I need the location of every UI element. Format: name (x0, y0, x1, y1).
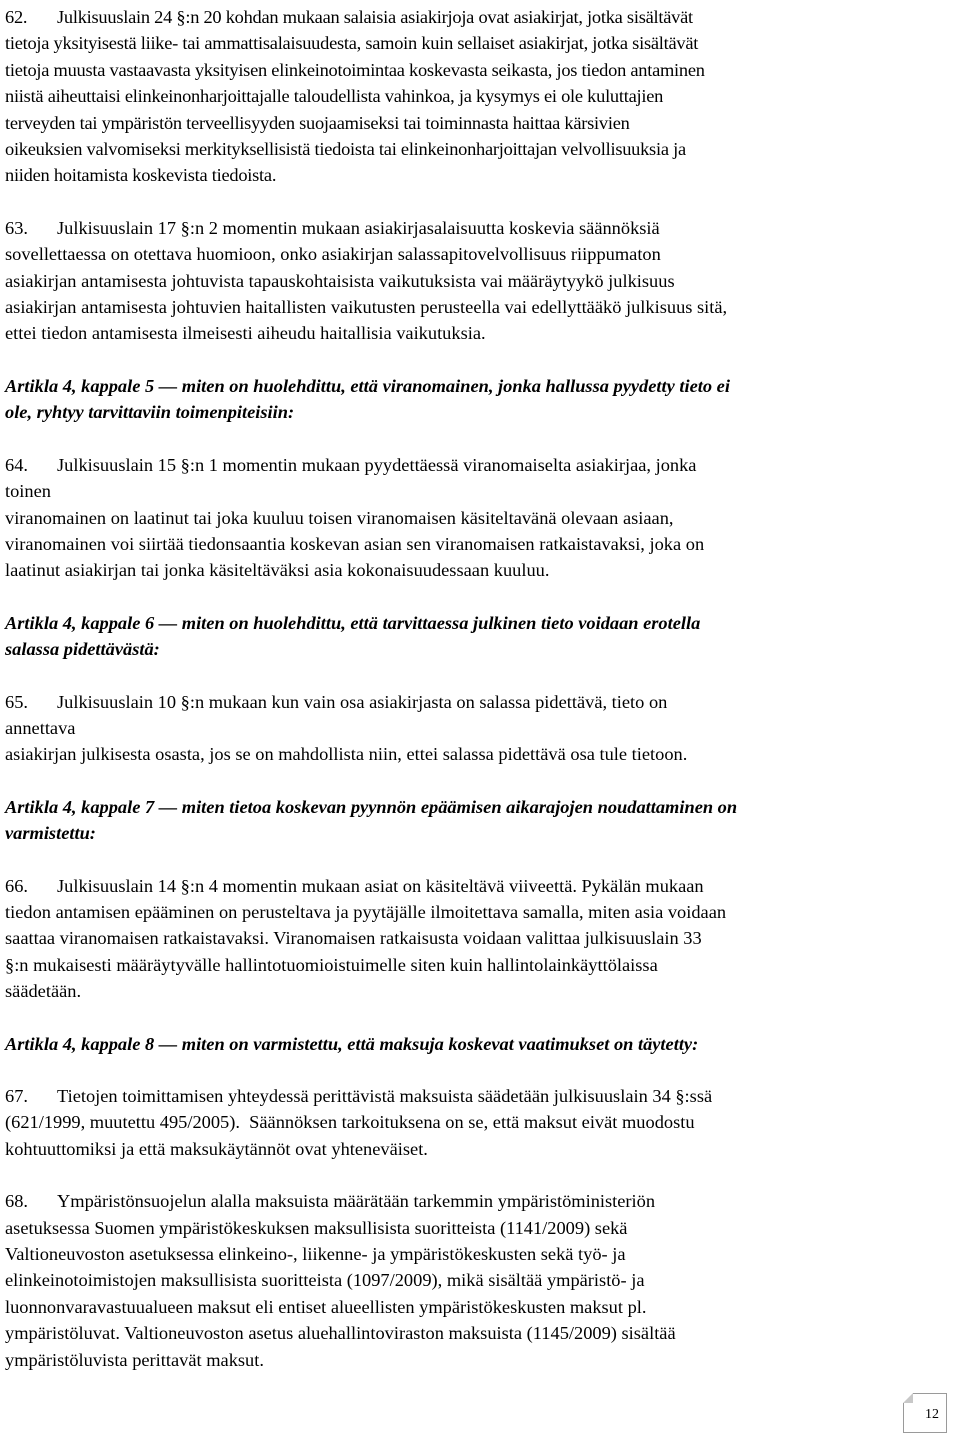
heading-line: varmistettu: (5, 823, 96, 844)
paragraph-line: oikeuksien valvomiseksi merkityksellisistä tiedoista tai elinkeinonharjoittajan velvollisuuksia ja (5, 139, 686, 160)
paragraph-number: 62. (5, 7, 28, 27)
paragraph-line: ettei tiedon antamisesta ilmeisesti aiheudu haitallisia vaikutuksia. (5, 323, 486, 344)
paragraph-text: Tietojen toimittamisen yhteydessä perittävistä maksuista säädetään julkisuuslain 34 §:ssä (57, 1086, 713, 1106)
paragraph-line (5, 215, 955, 241)
paragraph-67 (5, 1083, 955, 1162)
paragraph-line (5, 4, 955, 30)
heading-line: Artikla 4, kappale 6 — miten on huolehdittu, että tarvittaessa julkinen tieto voidaan erotella (5, 612, 701, 633)
paragraph-line (5, 873, 955, 899)
paragraph-text: Julkisuuslain 10 §:n mukaan kun vain osa asiakirjasta on salassa pidettävä, tieto on (57, 691, 668, 712)
paragraph-text: Julkisuuslain 24 §:n 20 kohdan mukaan salaisia asiakirjoja ovat asiakirjat, jotka sisältävät (57, 7, 693, 27)
paragraph-line: luonnonvaravastuualueen maksut eli entiset alueellisten ympäristökeskusten maksut pl. (5, 1296, 647, 1317)
paragraph-line: §:n mukaisesti määräytyvälle hallintotuomioistuimelle siten kuin hallintolainkäyttölaissa (5, 954, 658, 975)
paragraph-68 (5, 1188, 955, 1373)
paragraph-62 (5, 4, 955, 189)
paragraph-line: terveyden tai ympäristön terveellisyyden suojaamiseksi tai toiminnasta haittaa kärsivien (5, 112, 630, 133)
heading-line: Artikla 4, kappale 8 — miten on varmistettu, että maksuja koskevat vaatimukset on täytetty: (5, 1033, 699, 1054)
paragraph-66 (5, 873, 955, 1005)
paragraph-line: ympäristöluvat. Valtioneuvoston asetus aluehallintoviraston maksuista (1145/2009) sisältää (5, 1323, 676, 1344)
paragraph-line: tietoja muusta vastaavasta yksityisen elinkeinotoimintaa koskevasta seikasta, jos tiedon antaminen (5, 59, 705, 80)
page-number: 12 (925, 1407, 939, 1422)
paragraph-line: viranomainen voi siirtää tiedonsaantia koskevan asian sen viranomaisen ratkaistavaksi, joka on (5, 533, 705, 554)
paragraph-number: 64. (5, 454, 28, 475)
page-number-box (903, 1393, 947, 1433)
section-heading-kappale-7 (5, 794, 955, 847)
paragraph-65 (5, 689, 955, 768)
paragraph-line (5, 689, 955, 715)
paragraph-line: asiakirjan antamisesta johtuvien haitallisten vaikutusten perusteella vai edellyttääkö julkisuus sitä, (5, 297, 728, 318)
paragraph-text: Julkisuuslain 15 §:n 1 momentin mukaan pyydettäessä viranomaiselta asiakirjaa, jonka (57, 454, 697, 475)
paragraph-line: asiakirjan antamisesta johtuvista tapauskohtaisista vaikutuksista vai määräytyykö julkisuus (5, 270, 675, 291)
paragraph-line: saattaa viranomaisen ratkaistavaksi. Viranomaisen ratkaisusta voidaan valittaa julkisuuslain 33 (5, 928, 702, 949)
document-page (5, 4, 955, 1373)
paragraph-line: Valtioneuvoston asetuksessa elinkeino-, liikenne- ja ympäristökeskusten sekä työ- ja (5, 1244, 626, 1265)
section-heading-kappale-5 (5, 373, 955, 426)
heading-line: Artikla 4, kappale 5 — miten on huolehdittu, että viranomainen, jonka hallussa pyydetty tieto ei (5, 375, 730, 396)
heading-line: salassa pidettävästä: (5, 639, 160, 660)
paragraph-line: toinen (5, 481, 51, 502)
paragraph-line (5, 1188, 955, 1214)
paragraph-line: annettava (5, 717, 76, 738)
paragraph-number: 67. (5, 1086, 28, 1106)
paragraph-text: Julkisuuslain 17 §:n 2 momentin mukaan asiakirjasalaisuutta koskevia säännöksiä (57, 217, 660, 238)
paragraph-text: Julkisuuslain 14 §:n 4 momentin mukaan asiat on käsiteltävä viiveettä. Pykälän mukaan (57, 875, 704, 896)
paragraph-line: kohtuuttomiksi ja että maksukäytännöt ovat yhteneväiset. (5, 1138, 428, 1159)
paragraph-line: niiden hoitamista koskevista tiedoista. (5, 165, 277, 186)
folded-corner-icon (903, 1393, 913, 1403)
paragraph-line: laatinut asiakirjan tai jonka käsiteltäväksi asia kokonaisuudessaan kuuluu. (5, 560, 550, 581)
paragraph-text: Ympäristönsuojelun alalla maksuista määrätään tarkemmin ympäristöministeriön (57, 1191, 656, 1212)
paragraph-line: niistä aiheuttaisi elinkeinonharjoittajalle taloudellista vahinkoa, ja kysymys ei ole kuluttajien (5, 86, 664, 107)
heading-line: ole, ryhtyy tarvittaviin toimenpiteisiin: (5, 402, 295, 423)
paragraph-line: sovellettaessa on otettava huomioon, onko asiakirjan salassapitovelvollisuus riippumaton (5, 244, 661, 265)
paragraph-number: 66. (5, 875, 28, 896)
paragraph-number: 65. (5, 691, 28, 712)
paragraph-line: tietoja yksityisestä liike- tai ammattisalaisuudesta, samoin kuin sellaiset asiakirjat, jotka sisältävät (5, 33, 699, 54)
paragraph-line (5, 1083, 955, 1109)
paragraph-line: viranomainen on laatinut tai joka kuuluu toisen viranomaisen käsiteltavänä olevaan asiaan, (5, 507, 674, 528)
paragraph-line: tiedon antamisen epääminen on perusteltava ja pyytäjälle ilmoitettava samalla, miten asia voidaan (5, 901, 727, 922)
paragraph-line (5, 452, 955, 478)
paragraph-63 (5, 215, 955, 347)
paragraph-number: 68. (5, 1191, 28, 1212)
paragraph-64 (5, 452, 955, 584)
section-heading-kappale-8 (5, 1031, 955, 1057)
paragraph-line: säädetään. (5, 981, 82, 1002)
heading-line: Artikla 4, kappale 7 — miten tietoa koskevan pyynnön epäämisen aikarajojen noudattaminen on (5, 796, 738, 817)
paragraph-line: asetuksessa Suomen ympäristökeskuksen maksullisista suoritteista (1141/2009) sekä (5, 1217, 628, 1238)
paragraph-line: ympäristöluvista perittavät maksut. (5, 1349, 264, 1370)
paragraph-line: asiakirjan julkisesta osasta, jos se on mahdollista niin, ettei salassa pidettävä osa tule tietoon. (5, 744, 688, 765)
paragraph-line: elinkeinotoimistojen maksullisista suoritteista (1097/2009), mikä sisältää ympäristö- ja (5, 1270, 645, 1291)
paragraph-line: (621/1999, muutettu 495/2005). Säännöksen tarkoituksena on se, että maksut eivät muodostu (5, 1112, 695, 1133)
section-heading-kappale-6 (5, 610, 955, 663)
paragraph-number: 63. (5, 217, 28, 238)
